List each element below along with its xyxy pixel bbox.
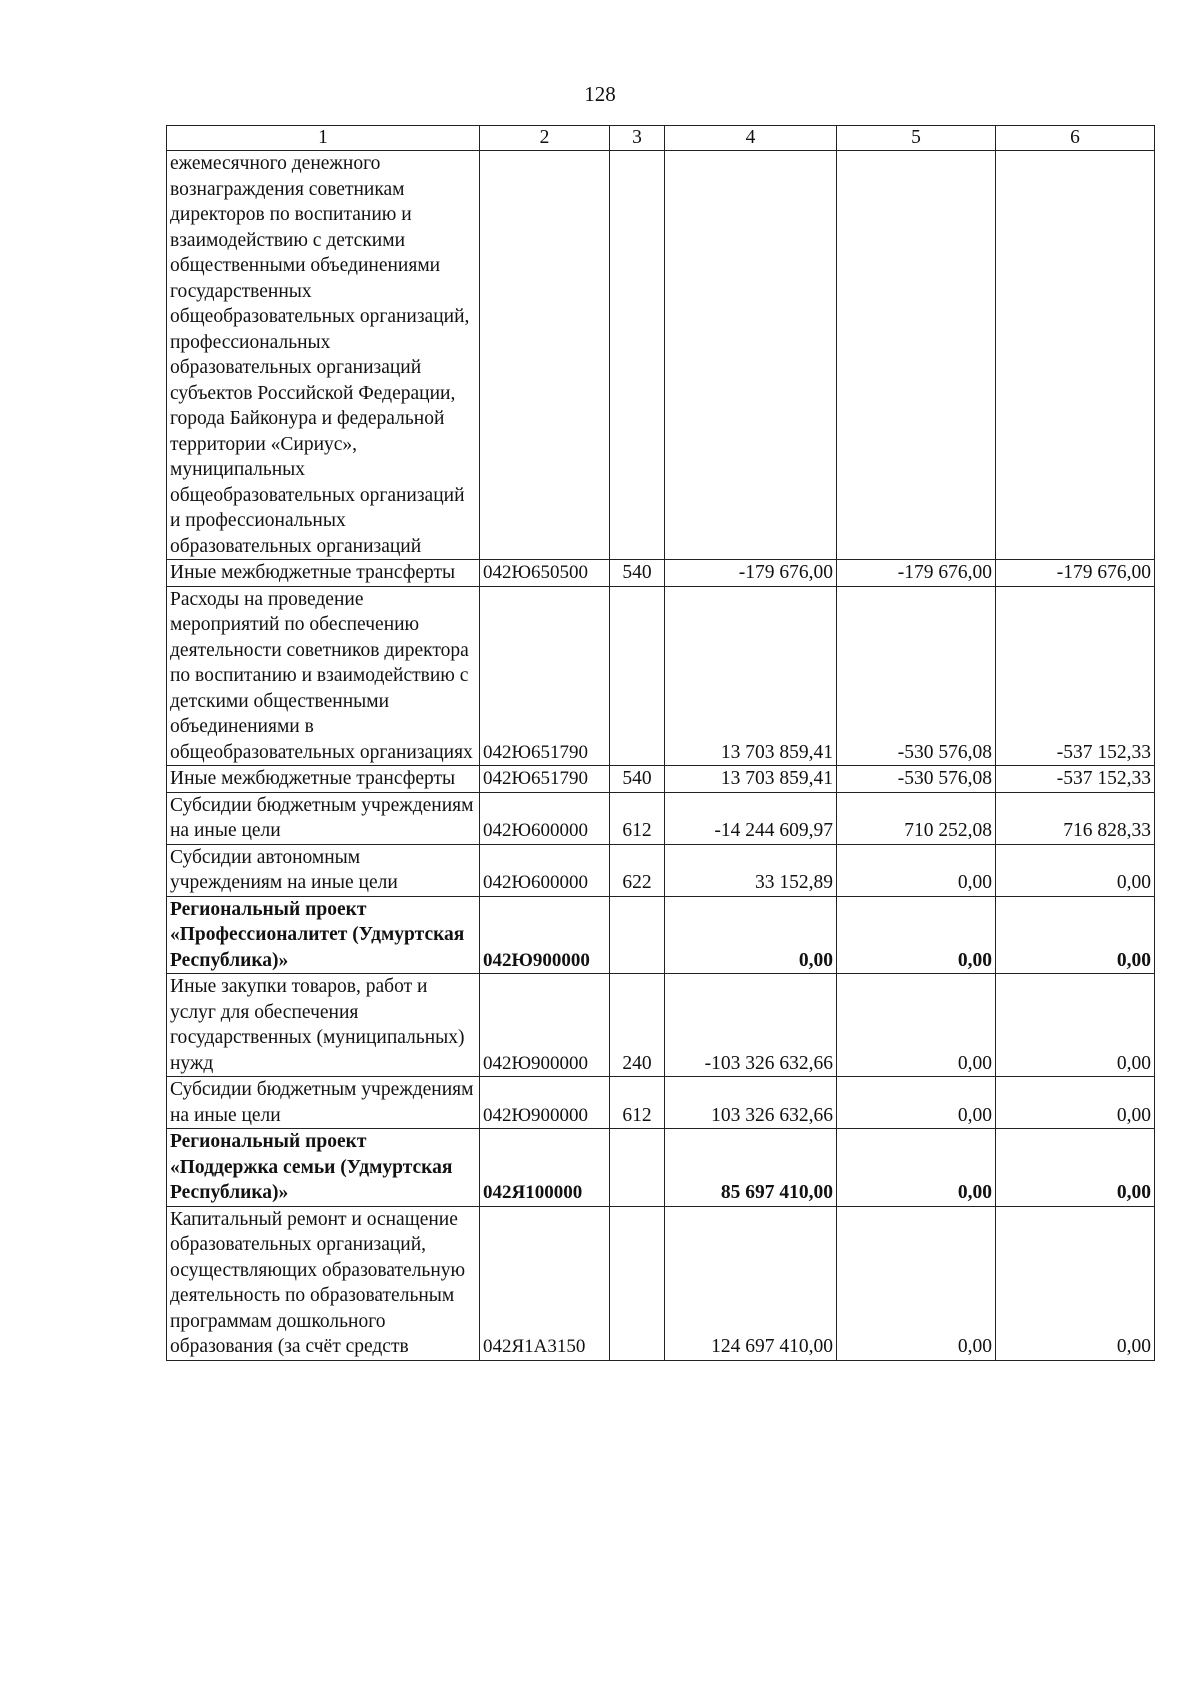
amount-cell: -103 326 632,66: [665, 974, 837, 1077]
amount-cell: 33 152,89: [665, 844, 837, 896]
budget-table: [166, 125, 1155, 1361]
amount-cell: 0,00: [837, 844, 996, 896]
expense-type-cell: 622: [610, 844, 665, 896]
table-row: [167, 766, 1155, 793]
expense-type-cell: [610, 1206, 665, 1360]
table-row: [167, 560, 1155, 587]
amount-cell: 0,00: [996, 1129, 1155, 1207]
target-code-cell: 042Ю900000: [480, 1077, 610, 1129]
amount-cell: 0,00: [996, 1077, 1155, 1129]
amount-cell: 0,00: [996, 896, 1155, 974]
row-name-cell: ежемесячного денежного вознаграждения советникам директоров по воспитанию и взаимодействию с детскими общественными объединениями государственных общеобразовательных организаций, профессиональных образовательных организаций субъектов Российской Федерации, города Байконура и федеральной территории «Сириус», муниципальных общеобразовательных организаций и профессиональных образовательных организаций: [167, 151, 480, 560]
target-code-cell: 042Я100000: [480, 1129, 610, 1207]
target-code-cell: 042Ю900000: [480, 896, 610, 974]
amount-cell: 124 697 410,00: [665, 1206, 837, 1360]
row-name-cell: Капитальный ремонт и оснащение образовательных организаций, осуществляющих образовательную деятельность по образовательным программам дошкольного образования (за счёт средств: [167, 1206, 480, 1360]
amount-cell: 13 703 859,41: [665, 586, 837, 766]
table-row: [167, 586, 1155, 766]
expense-type-cell: 540: [610, 766, 665, 793]
column-header: 3: [610, 126, 665, 151]
amount-cell: 0,00: [665, 896, 837, 974]
row-name-cell: Расходы на проведение мероприятий по обеспечению деятельности советников директора по воспитанию и взаимодействию с детскими общественными объединениями в общеобразовательных организациях: [167, 586, 480, 766]
column-header: 2: [480, 126, 610, 151]
amount-cell: 85 697 410,00: [665, 1129, 837, 1207]
target-code-cell: 042Ю900000: [480, 974, 610, 1077]
amount-cell: -179 676,00: [996, 560, 1155, 587]
amount-cell: 716 828,33: [996, 792, 1155, 844]
target-code-cell: 042Я1А3150: [480, 1206, 610, 1360]
target-code-cell: 042Ю600000: [480, 844, 610, 896]
table-header-row: [167, 126, 1155, 151]
table-row: [167, 896, 1155, 974]
amount-cell: 710 252,08: [837, 792, 996, 844]
target-code-cell: 042Ю651790: [480, 766, 610, 793]
table-row: [167, 1129, 1155, 1207]
amount-cell: 0,00: [837, 1129, 996, 1207]
amount-cell: 103 326 632,66: [665, 1077, 837, 1129]
amount-cell: -537 152,33: [996, 586, 1155, 766]
table-row: [167, 844, 1155, 896]
target-code-cell: 042Ю651790: [480, 586, 610, 766]
page-number: 128: [584, 82, 616, 106]
target-code-cell: [480, 151, 610, 560]
amount-cell: 0,00: [996, 974, 1155, 1077]
amount-cell: 0,00: [837, 1206, 996, 1360]
amount-cell: -179 676,00: [665, 560, 837, 587]
row-name-cell: Иные закупки товаров, работ и услуг для обеспечения государственных (муниципальных) нужд: [167, 974, 480, 1077]
target-code-cell: 042Ю600000: [480, 792, 610, 844]
column-header: 4: [665, 126, 837, 151]
column-header: 6: [996, 126, 1155, 151]
row-name-cell: Региональный проект «Поддержка семьи (Удмуртская Республика)»: [167, 1129, 480, 1207]
amount-cell: 0,00: [996, 844, 1155, 896]
expense-type-cell: 240: [610, 974, 665, 1077]
expense-type-cell: 612: [610, 1077, 665, 1129]
amount-cell: -14 244 609,97: [665, 792, 837, 844]
row-name-cell: Иные межбюджетные трансферты: [167, 766, 480, 793]
table-row: [167, 1206, 1155, 1360]
expense-type-cell: [610, 896, 665, 974]
row-name-cell: Региональный проект «Профессионалитет (Удмуртская Республика)»: [167, 896, 480, 974]
table-row: [167, 151, 1155, 560]
row-name-cell: Субсидии автономным учреждениям на иные цели: [167, 844, 480, 896]
amount-cell: 13 703 859,41: [665, 766, 837, 793]
row-name-cell: Иные межбюджетные трансферты: [167, 560, 480, 587]
target-code-cell: 042Ю650500: [480, 560, 610, 587]
table-row: [167, 974, 1155, 1077]
amount-cell: 0,00: [837, 974, 996, 1077]
expense-type-cell: 540: [610, 560, 665, 587]
amount-cell: -179 676,00: [837, 560, 996, 587]
table-row: [167, 792, 1155, 844]
expense-type-cell: [610, 1129, 665, 1207]
row-name-cell: Субсидии бюджетным учреждениям на иные цели: [167, 1077, 480, 1129]
expense-type-cell: [610, 151, 665, 560]
row-name-cell: Субсидии бюджетным учреждениям на иные цели: [167, 792, 480, 844]
table-row: [167, 1077, 1155, 1129]
column-header: 5: [837, 126, 996, 151]
expense-type-cell: [610, 586, 665, 766]
amount-cell: [837, 151, 996, 560]
amount-cell: -537 152,33: [996, 766, 1155, 793]
expense-type-cell: 612: [610, 792, 665, 844]
amount-cell: 0,00: [996, 1206, 1155, 1360]
amount-cell: [665, 151, 837, 560]
amount-cell: 0,00: [837, 896, 996, 974]
amount-cell: [996, 151, 1155, 560]
column-header: 1: [167, 126, 480, 151]
amount-cell: -530 576,08: [837, 766, 996, 793]
amount-cell: -530 576,08: [837, 586, 996, 766]
amount-cell: 0,00: [837, 1077, 996, 1129]
